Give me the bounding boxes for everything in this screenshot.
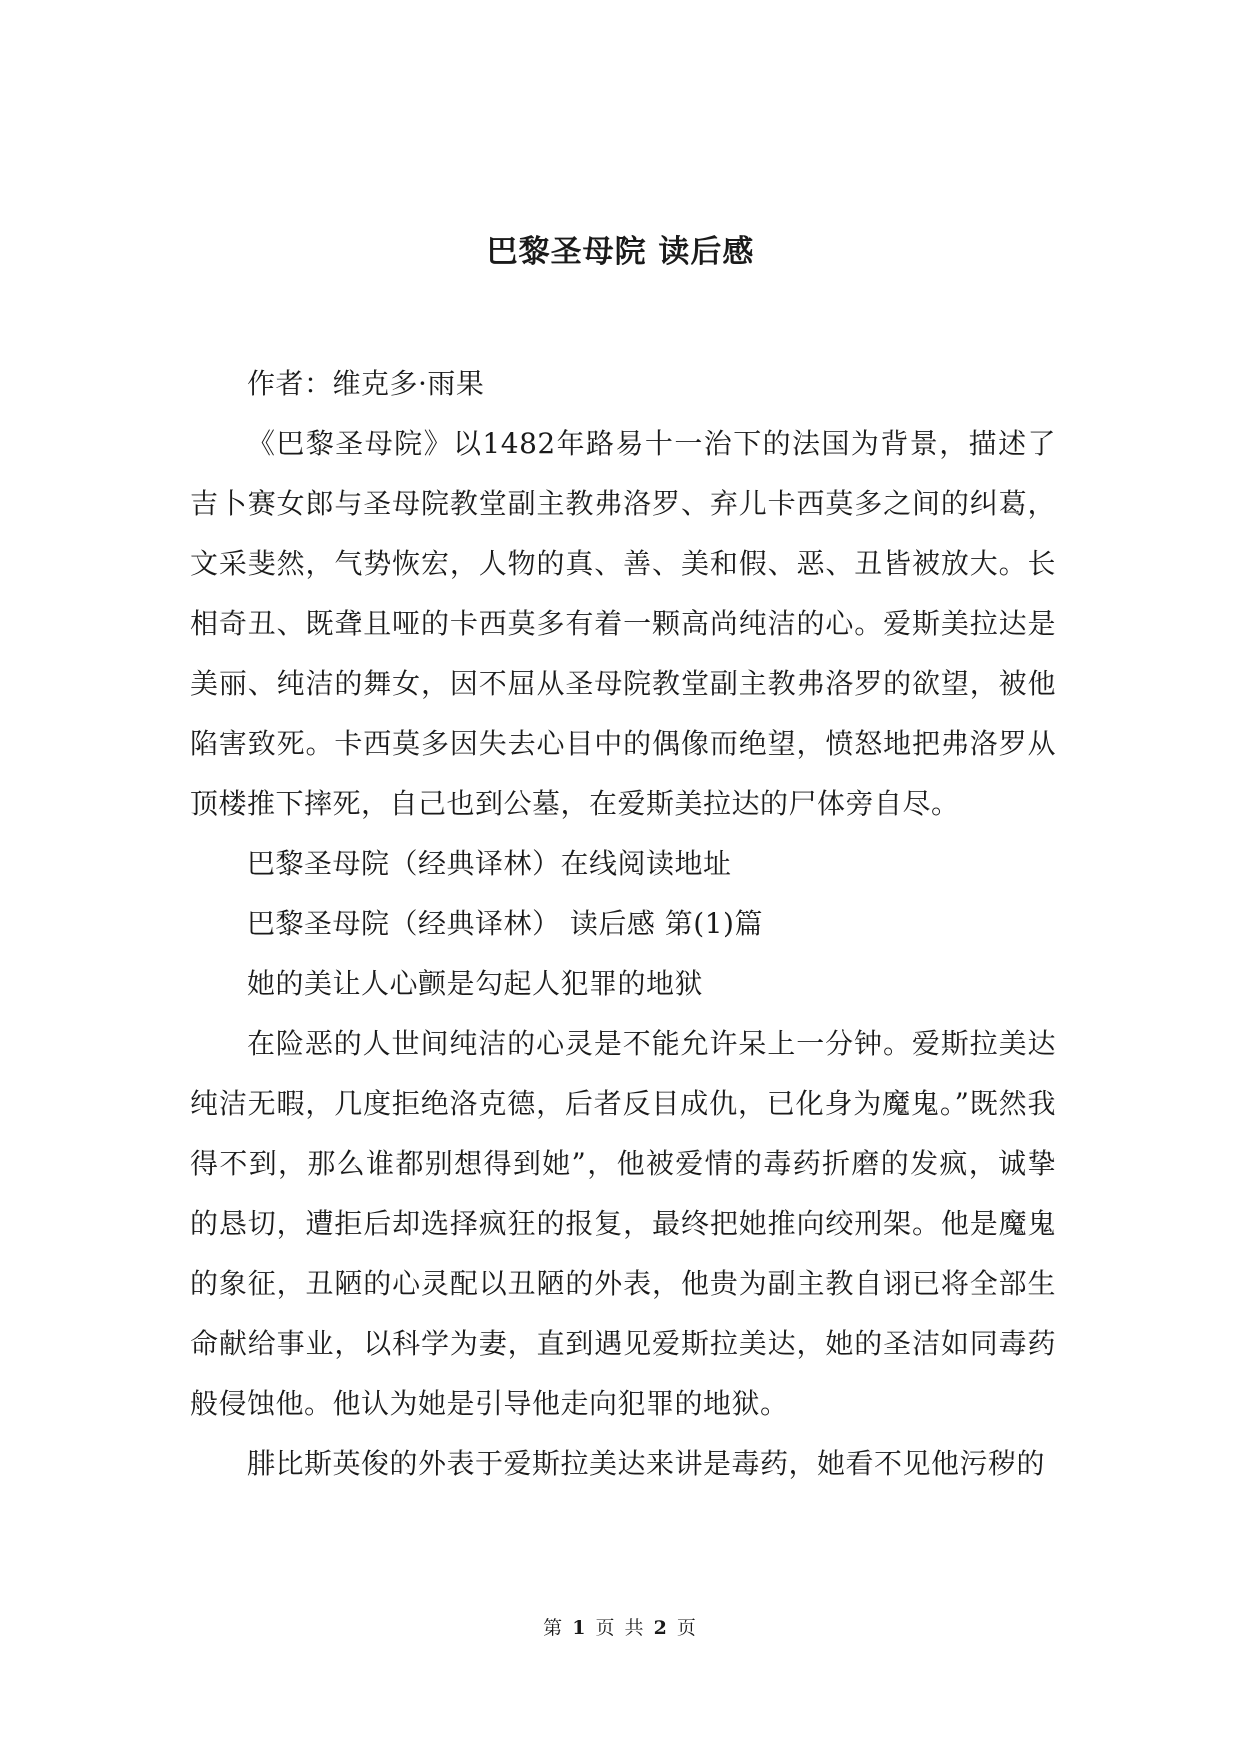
footer-prefix: 第 [543,1617,565,1639]
author-line: 作者：维克多·雨果 [247,367,485,400]
document-title: 巴黎圣母院 读后感 [486,234,755,270]
current-page-number: 1 [572,1617,588,1639]
reading-link-line: 巴黎圣母院（经典译林）在线阅读地址 [247,847,732,880]
intro-paragraph: 《巴黎圣母院》以1482年路易十一治下的法国为背景，描述了吉卜赛女郎与圣母院教堂副主教弗洛罗、弃儿卡西莫多之间的纠葛，文采斐然，气势恢宏，人物的真、善、美和假、恶、丑皆被放大。长相奇丑、既聋且哑的卡西莫多有着一颗高尚纯洁的心。爱斯美拉达是美丽、纯洁的舞女，因不屈从圣母院教堂副主教弗洛罗的欲望，被他陷害致死。卡西莫多因失去心目中的偶像而绝望，愤怒地把弗洛罗从顶楼推下摔死，自己也到公墓，在爱斯美拉达的尸体旁自尽。 [190,427,1056,820]
footer-suffix: 页 [676,1617,698,1639]
page-footer [0,1613,1241,1640]
document-body [190,354,1056,1494]
review-paragraph: 在险恶的人世间纯洁的心灵是不能允许呆上一分钟。爱斯拉美达纯洁无暇，几度拒绝洛克德，后者反目成仇，已化身为魔鬼。”既然我得不到，那么谁都别想得到她”，他被爱情的毒药折磨的发疯，诚挚的恳切，遭拒后却选择疯狂的报复，最终把她推向绞刑架。他是魔鬼的象征，丑陋的心灵配以丑陋的外表，他贵为副主教自诩已将全部生命献给事业，以科学为妻，直到遇见爱斯拉美达，她的圣洁如同毒药般侵蚀他。他认为她是引导他走向犯罪的地狱。 [190,1027,1056,1420]
review-paragraph-continued: 腓比斯英俊的外表于爱斯拉美达来讲是毒药，她看不见他污秽的 [247,1447,1046,1480]
footer-mid: 页 共 [595,1617,646,1639]
review-heading: 巴黎圣母院（经典译林） 读后感 第(1)篇 [247,907,763,940]
review-subtitle: 她的美让人心颤是勾起人犯罪的地狱 [247,967,704,1000]
total-page-count: 2 [653,1617,669,1639]
